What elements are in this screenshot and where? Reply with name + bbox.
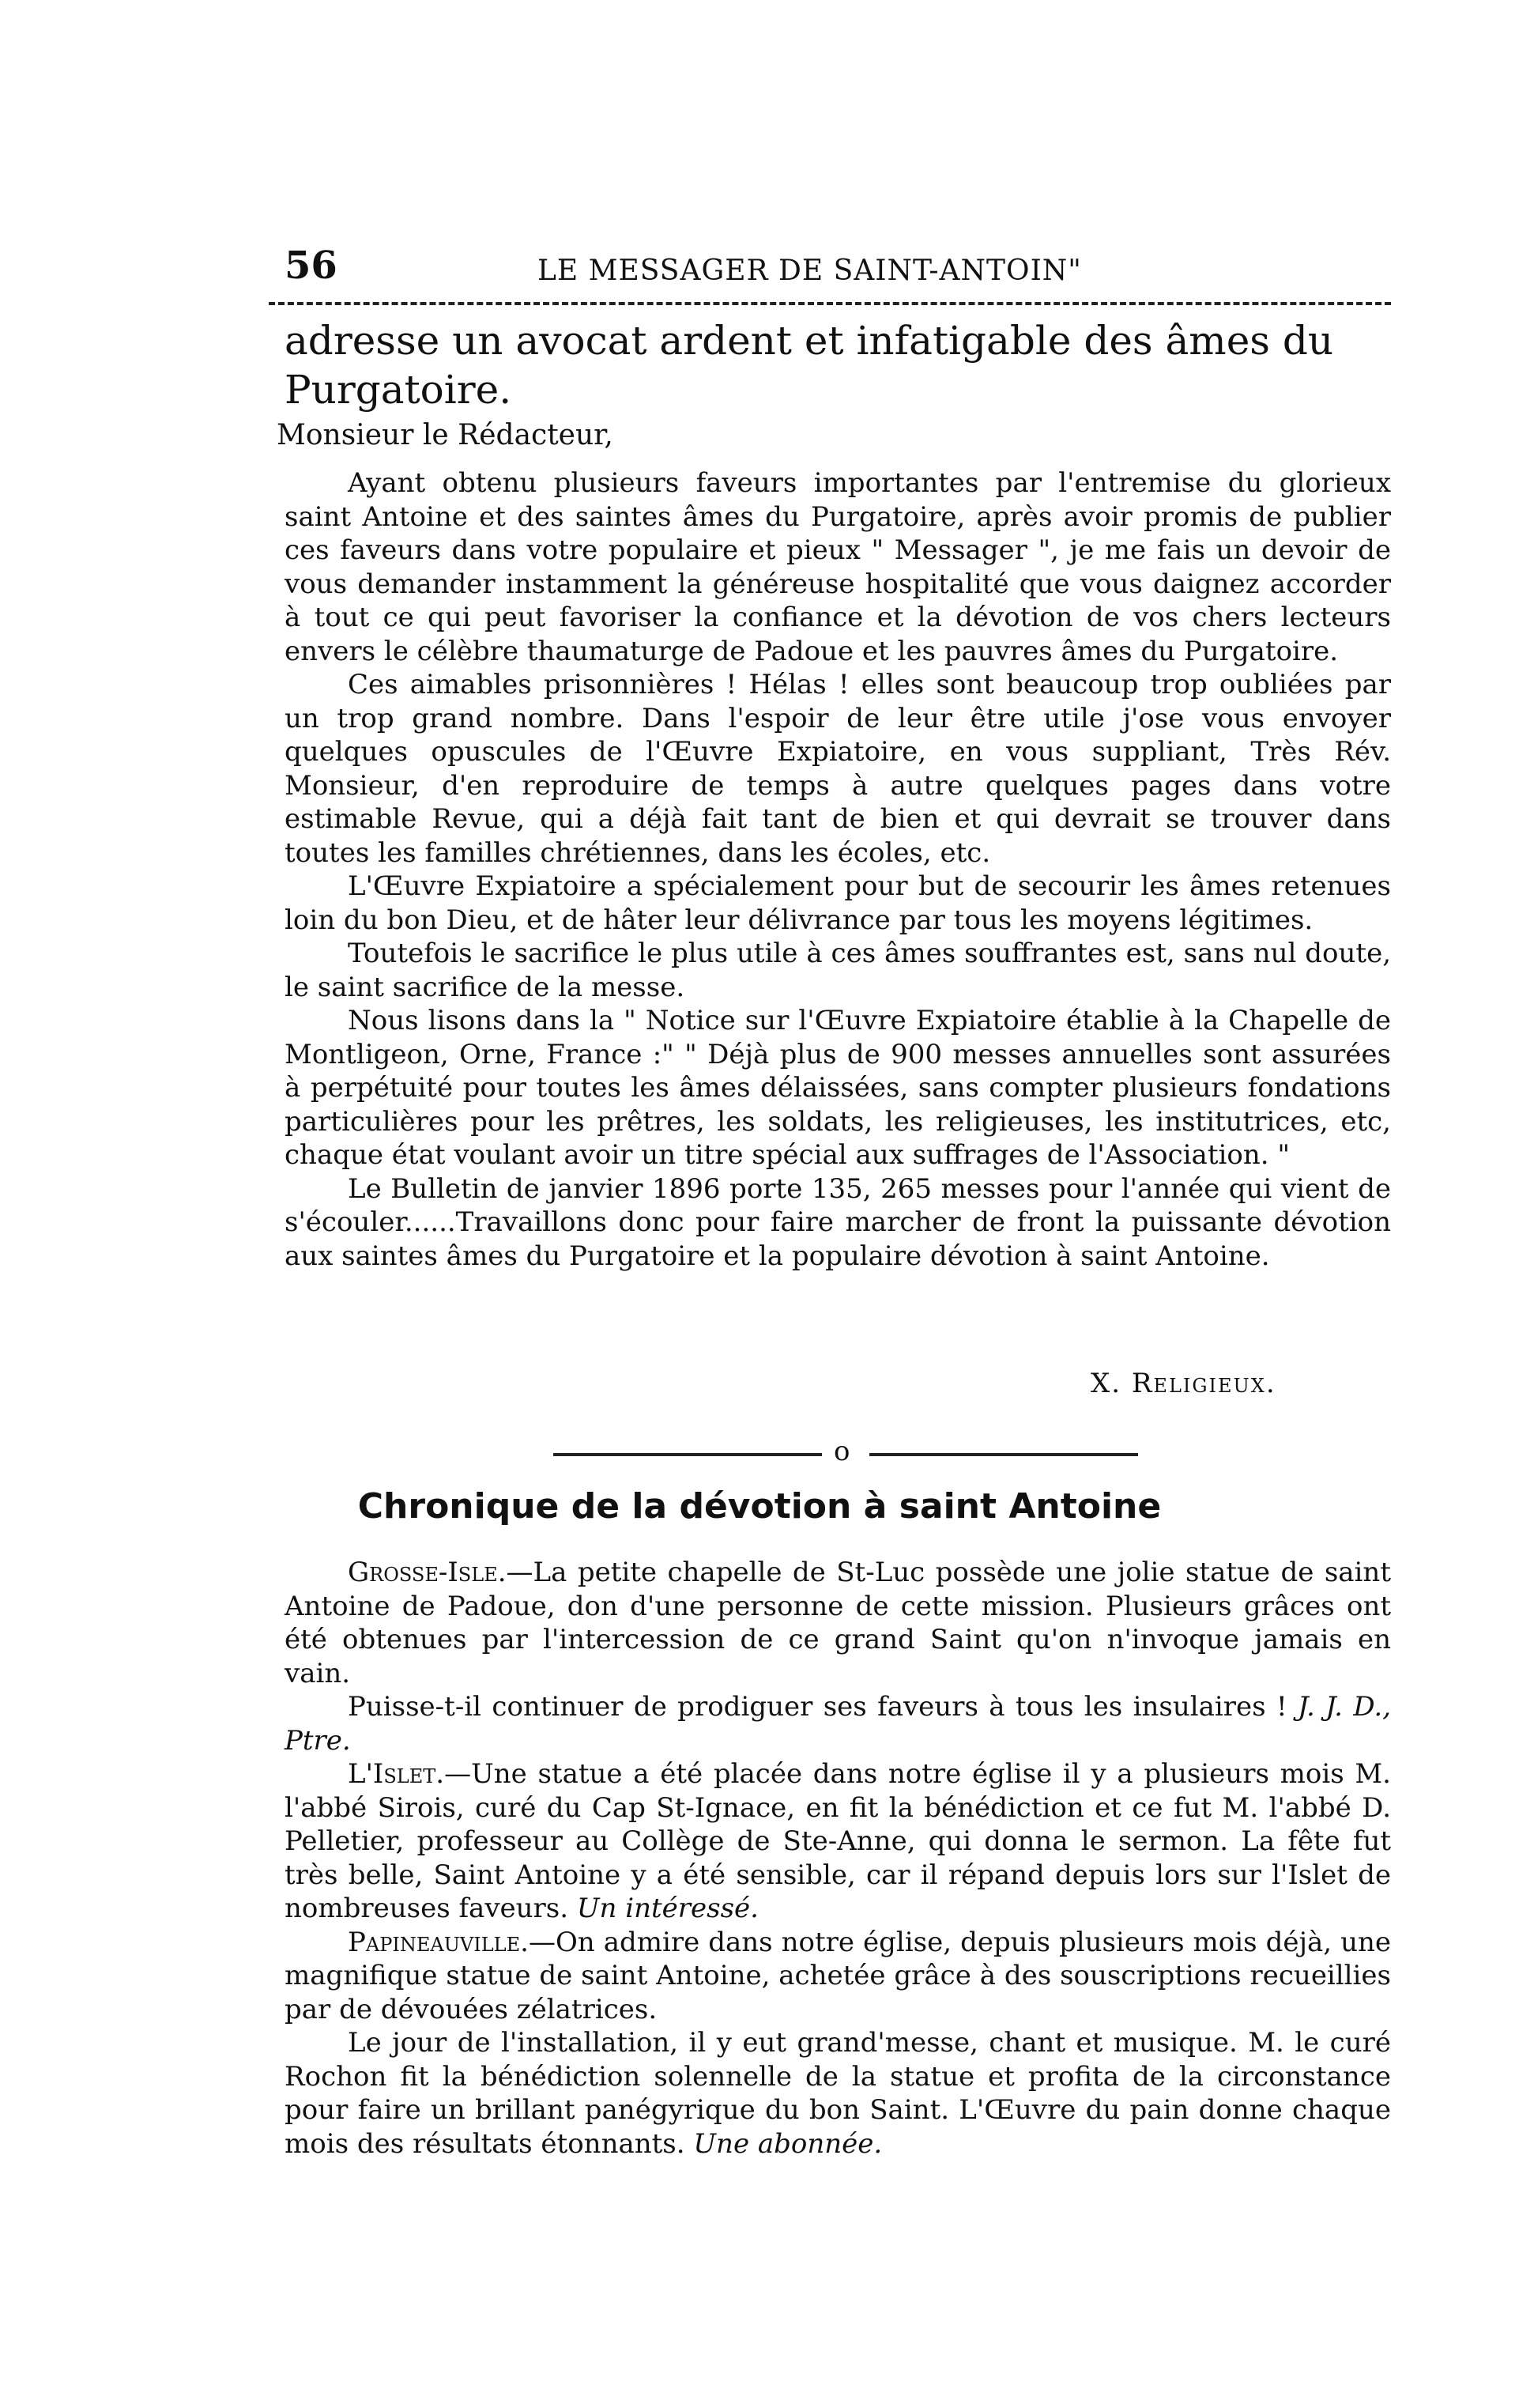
entry-signer: Une abonnée. xyxy=(693,2127,883,2160)
header-rule xyxy=(269,302,1391,305)
entry-text: Puisse-t-il continuer de prodiguer ses faveurs à tous les insulaires ! xyxy=(348,1691,1287,1723)
entry-text: —La petite chapelle de St-Luc possède une jolie statue de saint Antoine de Padoue, don d'une personne de cette mission. Plusieurs grâces ont été obtenues par l'intercession de ce grand Saint qu'on n'invoque jamais en vain. xyxy=(285,1557,1391,1689)
chronicle-body xyxy=(285,1556,1391,2161)
place-name: L'Islet. xyxy=(348,1758,445,1790)
chronicle-entry xyxy=(285,1926,1391,2027)
page-number: 56 xyxy=(285,243,337,288)
page-header xyxy=(285,243,1391,291)
running-title: LE MESSAGER DE SAINT-ANTOIN" xyxy=(537,255,1082,287)
separator-line xyxy=(869,1453,1138,1456)
entry-signer: Un intéressé. xyxy=(576,1893,759,1924)
separator-line xyxy=(553,1453,822,1456)
lead-paragraph: adresse un avocat ardent et infatigable des âmes du Purgatoire. xyxy=(285,318,1334,413)
section-separator xyxy=(553,1436,1138,1470)
place-name: Papineauville. xyxy=(348,1926,529,1958)
separator-ornament: o xyxy=(834,1436,850,1467)
letter-paragraph: Ces aimables prisonnières ! Hélas ! elles sont beaucoup trop oubliées par un trop grand nombre. Dans l'espoir de leur être utile j'ose vous envoyer quelques opuscules de l'Œuvre Expiatoire, en vous suppliant, Très Rév. Monsieur, d'en reproduire de temps à autre quelques pages dans votre estimable Revue, qui a déjà fait tant de bien et qui devrait se trouver dans toutes les familles chrétiennes, dans les écoles, etc. xyxy=(285,669,1391,869)
letter-paragraph: Le Bulletin de janvier 1896 porte 135, 265 messes pour l'année qui vient de s'écouler......Travaillons donc pour faire marcher de front la puissante dévotion aux saintes âmes du Purgatoire et la populaire dévotion à saint Antoine. xyxy=(285,1172,1391,1272)
letter-body xyxy=(285,466,1391,1273)
letter-paragraph: Ayant obtenu plusieurs faveurs importantes par l'entremise du glorieux saint Antoine et des saintes âmes du Purgatoire, après avoir promis de publier ces faveurs dans votre populaire et pieux " Messager ", je me fais un devoir de vous demander instamment la généreuse hospitalité que vous daignez accorder à tout ce qui peut favoriser la confiance et la dévotion de vos chers lecteurs envers le célèbre thaumaturge de Padoue et les pauvres âmes du Purgatoire. xyxy=(285,467,1391,667)
letter-paragraph: Toutefois le sacrifice le plus utile à ces âmes souffrantes est, sans nul doute, le saint sacrifice de la messe. xyxy=(285,938,1391,1003)
chronicle-entry xyxy=(285,1757,1391,1926)
salutation: Monsieur le Rédacteur, xyxy=(277,419,613,451)
entry-signer: J. J. D., Ptre. xyxy=(285,1691,1392,1757)
section-title: Chronique de la dévotion à saint Antoine xyxy=(357,1486,1162,1527)
place-name: Grosse-Isle. xyxy=(348,1557,507,1588)
signature: X. Religieux. xyxy=(1091,1368,1276,1399)
entry-text: —Une statue a été placée dans notre église il y a plusieurs mois M. l'abbé Sirois, curé du Cap St-Ignace, en fit la bénédiction et ce fut M. l'abbé D. Pelletier, professeur au Collège de Ste-Anne, qui donna le sermon. La fête fut très belle, Saint Antoine y a été sensible, car il répand depuis lors sur l'Islet de nombreuses faveurs. xyxy=(285,1758,1391,1924)
letter-paragraph: L'Œuvre Expiatoire a spécialement pour but de secourir les âmes retenues loin du bon Dieu, et de hâter leur délivrance par tous les moyens légitimes. xyxy=(285,870,1391,936)
letter-paragraph: Nous lisons dans la " Notice sur l'Œuvre Expiatoire établie à la Chapelle de Montligeon, Orne, France :" " Déjà plus de 900 messes annuelles sont assurées à perpétuité pour toutes les âmes délaissées, sans compter plusieurs fondations particulières pour les prêtres, les soldats, les religieuses, les institutrices, etc, chaque état voulant avoir un titre spécial aux suffrages de l'Association. " xyxy=(285,1005,1391,1171)
entry-text: —On admire dans notre église, depuis plusieurs mois déjà, une magnifique statue de saint Antoine, achetée grâce à des souscriptions recueillies par de dévouées zélatrices. xyxy=(285,1926,1391,2025)
entry-text: Le jour de l'installation, il y eut grand'messe, chant et musique. M. le curé Rochon fit la bénédiction solennelle de la statue et profita de la circonstance pour faire un brillant panégyrique du bon Saint. L'Œuvre du pain donne chaque mois des résultats étonnants. xyxy=(285,2027,1391,2160)
chronicle-entry xyxy=(285,1556,1391,1690)
chronicle-entry xyxy=(285,2026,1391,2161)
chronicle-entry xyxy=(285,1690,1391,1757)
